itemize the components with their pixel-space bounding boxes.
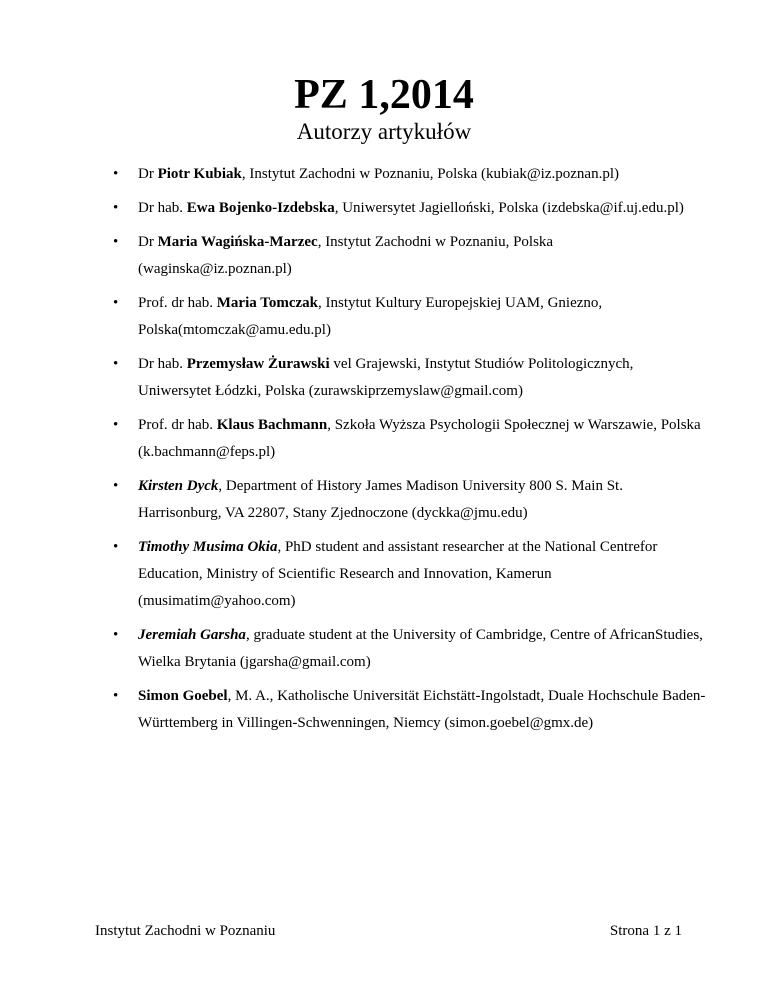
author-details: , Instytut Kultury Europejskiej UAM, Gniezno, Polska(mtomczak@amu.edu.pl) [138, 295, 603, 338]
author-details: , graduate student at the University of Cambridge, Centre of AfricanStudies, Wielka Brytania (jgarsha@gmail.com) [138, 627, 703, 670]
author-item [0, 412, 768, 466]
author-item [0, 229, 768, 283]
author-name: Timothy Musima Okia [138, 539, 278, 555]
author-name: Maria Wagińska-Marzec [157, 234, 318, 250]
author-name: Jeremiah Garsha [138, 627, 246, 643]
author-item [0, 683, 768, 737]
author-name: Ewa Bojenko-Izdebska [186, 200, 335, 216]
author-details: , PhD student and assistant researcher at the National Centrefor Education, Ministry of Scientific Research and Innovation, Kamerun (musimatim@yahoo.com) [138, 539, 658, 609]
footer-institution: Instytut Zachodni w Poznaniu [95, 923, 276, 939]
author-name: Klaus Bachmann [216, 417, 328, 433]
author-item [0, 351, 768, 405]
author-title: Dr hab. [138, 200, 183, 216]
page-footer [0, 920, 768, 942]
author-details: vel Grajewski, Instytut Studiów Politologicznych, Uniwersytet Łódzki, Polska (zurawskiprzemyslaw@gmail.com) [138, 356, 634, 399]
author-details: , M. A., Katholische Universität Eichstätt-Ingolstadt, Duale Hochschule Baden-Württemberg in Villingen-Schwenningen, Niemcy (simon.goebel@gmx.de) [138, 688, 706, 731]
author-item [0, 161, 768, 188]
author-item [0, 534, 768, 615]
author-details: , Uniwersytet Jagielloński, Polska (izdebska@if.uj.edu.pl) [334, 200, 684, 216]
page-title: PZ 1,2014 [294, 72, 474, 118]
author-item [0, 622, 768, 676]
author-title: Dr [138, 166, 154, 182]
authors-list [0, 161, 768, 744]
author-details: , Instytut Zachodni w Poznaniu, Polska (waginska@iz.poznan.pl) [138, 234, 554, 277]
author-details: , Szkoła Wyższa Psychologii Społecznej w Warszawie, Polska (k.bachmann@feps.pl) [138, 417, 701, 460]
author-title: Dr [138, 234, 154, 250]
author-details: , Department of History James Madison University 800 S. Main St. Harrisonburg, VA 22807, Stany Zjednoczone (dyckka@jmu.edu) [138, 478, 623, 521]
author-name: Maria Tomczak [216, 295, 318, 311]
author-title: Prof. dr hab. [138, 417, 213, 433]
author-name: Simon Goebel [138, 688, 228, 704]
author-name: Przemysław Żurawski [186, 356, 330, 372]
author-item [0, 473, 768, 527]
author-item [0, 195, 768, 222]
author-name: Piotr Kubiak [157, 166, 242, 182]
author-details: , Instytut Zachodni w Poznaniu, Polska (kubiak@iz.poznan.pl) [241, 166, 619, 182]
author-item [0, 290, 768, 344]
author-title: Prof. dr hab. [138, 295, 213, 311]
footer-page-number: Strona 1 z 1 [609, 923, 682, 939]
author-name: Kirsten Dyck [138, 478, 219, 494]
page-subtitle: Autorzy artykułów [296, 119, 472, 144]
author-title: Dr hab. [138, 356, 183, 372]
